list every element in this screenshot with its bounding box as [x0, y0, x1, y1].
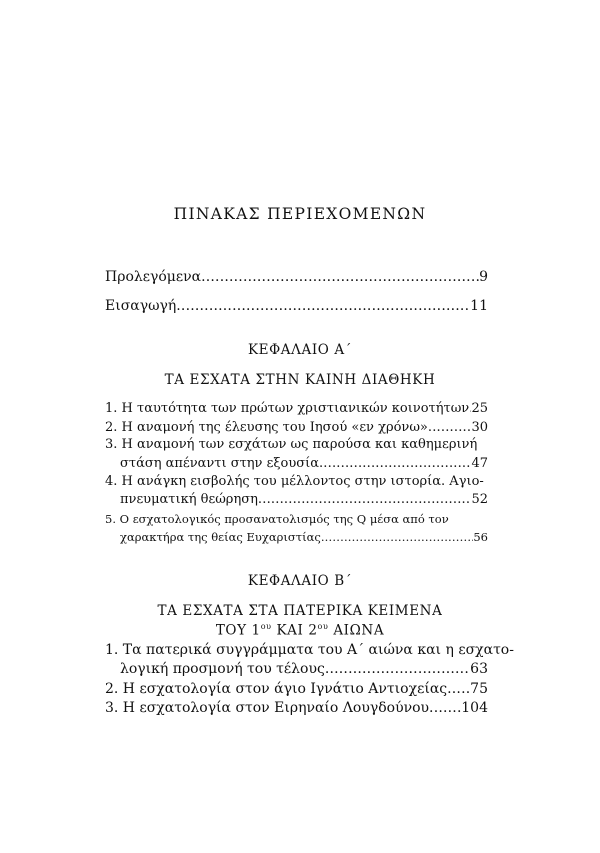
toc-entry-text: 1. Η ταυτότητα των πρώτων χριστιανικών κοινοτήτων — [105, 401, 470, 416]
toc-entry-b3[interactable] — [105, 700, 488, 716]
toc-page-number: 11 — [470, 298, 488, 314]
toc-entry-text: στάση απέναντι στην εξουσία — [120, 456, 319, 471]
toc-entry-a5-line1[interactable]: 5. Ο εσχατολογικός προσανατολισμός της Q μέσα από τον — [105, 512, 449, 526]
toc-page-number: 30 — [471, 420, 488, 435]
toc-page-number: 63 — [470, 661, 488, 677]
dot-leader — [325, 661, 470, 677]
toc-entry-introduction[interactable] — [105, 298, 488, 314]
ordinal-superscript: ου — [317, 622, 329, 631]
chapter-b-title: ΤΑ ΕΣΧΑΤΑ ΣΤΑ ΠΑΤΕΡΙΚΑ ΚΕΙΜΕΝΑ — [157, 603, 443, 619]
toc-entry-a3-line1[interactable]: 3. Η αναμονή των εσχάτων ως παρούσα και καθημερινή — [105, 437, 478, 452]
toc-page-number: 52 — [471, 492, 488, 507]
toc-entry-prolegomena[interactable] — [105, 269, 488, 285]
subtitle-part: ΚΑΙ 2 — [271, 622, 318, 639]
toc-entry-text: χαρακτήρα της θείας Ευχαριστίας — [120, 530, 321, 544]
toc-entry-text: 3. Η εσχατολογία στον Ειρηναίο Λουγδούνου — [105, 700, 430, 716]
toc-entry-a1[interactable] — [105, 401, 488, 416]
dot-leader — [447, 681, 470, 697]
toc-entry-a2[interactable] — [105, 420, 488, 435]
subtitle-part: ΤΟΥ 1 — [215, 622, 261, 639]
toc-page-number: 9 — [479, 269, 488, 285]
toc-entry-text: πνευματική θεώρηση — [120, 492, 258, 507]
toc-page-number: 56 — [473, 530, 488, 544]
toc-entry-a5-line2[interactable] — [120, 530, 488, 544]
toc-entry-a4-line1[interactable]: 4. Η ανάγκη εισβολής του μέλλοντος στην ιστορία. Αγιο- — [105, 474, 484, 489]
toc-entry-text: Εισαγωγή — [105, 298, 177, 314]
chapter-a-title: ΤΑ ΕΣΧΑΤΑ ΣΤΗΝ ΚΑΙΝΗ ΔΙΑΘΗΚΗ — [164, 372, 436, 388]
chapter-b-label: ΚΕΦΑΛΑΙΟ Β΄ — [247, 573, 353, 589]
chapter-b-subtitle — [0, 622, 600, 639]
dot-leader — [429, 700, 461, 716]
toc-page-number: 104 — [461, 700, 488, 716]
subtitle-part: ΑΙΩΝΑ — [328, 622, 385, 639]
toc-entry-text: λογική προσμονή του τέλους — [120, 661, 325, 677]
toc-entry-text: Προλεγόμενα — [105, 269, 202, 285]
toc-page-number: 75 — [470, 681, 488, 697]
ordinal-superscript: ου — [260, 622, 272, 631]
dot-leader — [258, 492, 472, 507]
toc-entry-text: 2. Η εσχατολογία στον άγιο Ιγνάτιο Αντιοχείας — [105, 681, 448, 697]
toc-entry-b1-line1[interactable]: 1. Τα πατερικά συγγράμματα του Α΄ αιώνα και η εσχατο- — [105, 642, 514, 658]
toc-page-number: 47 — [471, 456, 488, 471]
dot-leader — [176, 298, 470, 314]
toc-entry-a3-line2[interactable] — [120, 456, 488, 471]
chapter-a-label: ΚΕΦΑΛΑΙΟ Α΄ — [247, 342, 353, 358]
toc-page-number: 25 — [471, 401, 488, 416]
dot-leader — [201, 269, 479, 285]
dot-leader — [321, 530, 474, 544]
toc-entry-text: 2. Η αναμονή της έλευσης του Ιησού «εν χρόνω» — [105, 420, 428, 435]
toc-entry-b1-line2[interactable] — [120, 661, 488, 677]
dot-leader — [428, 420, 472, 435]
toc-entry-a4-line2[interactable] — [120, 492, 488, 507]
page-title: ΠΙΝΑΚΑΣ ΠΕΡΙΕΧΟΜΕΝΩΝ — [173, 205, 427, 223]
toc-entry-b2[interactable] — [105, 681, 488, 697]
dot-leader — [319, 456, 471, 471]
